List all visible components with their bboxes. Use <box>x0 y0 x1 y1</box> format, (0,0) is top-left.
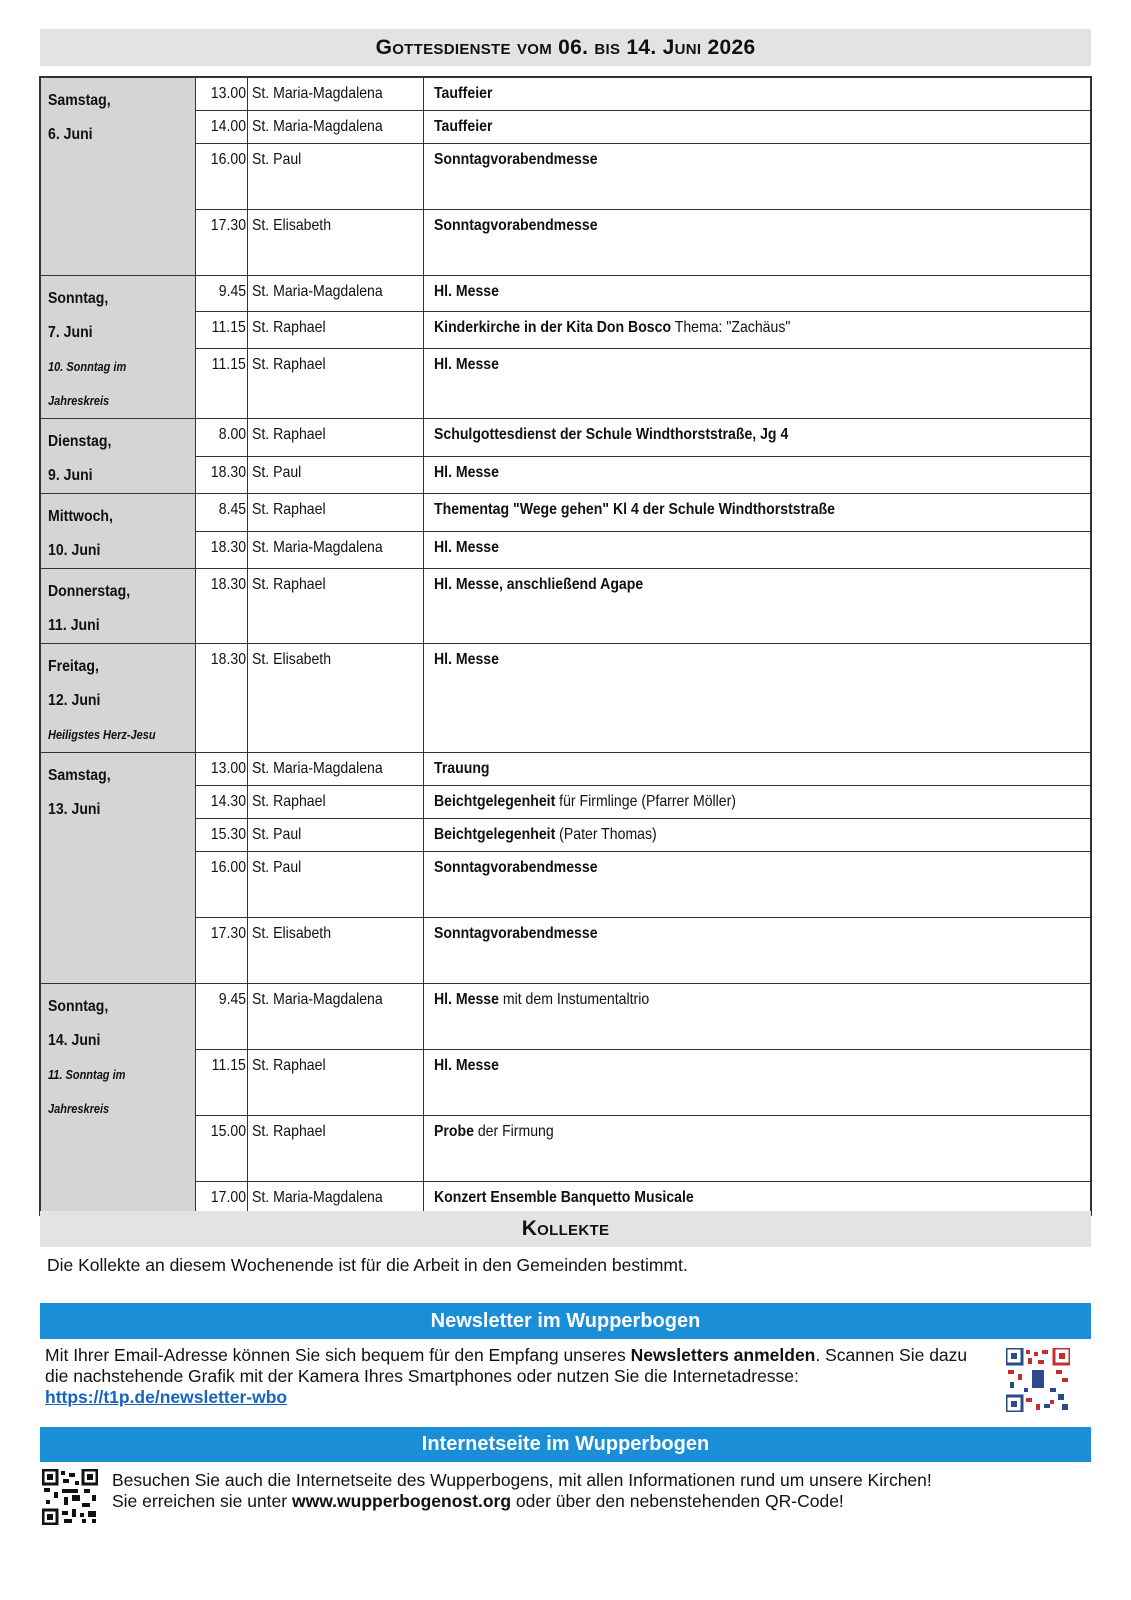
website-url[interactable]: www.wupperbogenost.org <box>291 1491 512 1511</box>
time-cell <box>196 276 248 312</box>
day-name: Donnerstag, <box>48 583 131 600</box>
description-bold: Hl. Messe <box>434 651 499 668</box>
place-cell <box>248 644 424 753</box>
place-text: St. Maria-Magdalena <box>252 991 383 1008</box>
description-cell <box>424 569 1091 644</box>
description-cell <box>424 531 1091 569</box>
description-cell <box>424 78 1091 111</box>
schedule-row <box>41 569 1091 644</box>
day-cell <box>41 753 196 984</box>
time-cell <box>196 111 248 144</box>
description-bold: Hl. Messe <box>434 991 499 1008</box>
day-name: Samstag, <box>48 92 111 109</box>
time-text: 11.15 <box>211 355 246 373</box>
place-text: St. Maria-Magdalena <box>252 85 383 102</box>
place-text: St. Paul <box>252 463 302 481</box>
day-date: 13. Juni <box>48 801 101 818</box>
day-date: 10. Juni <box>48 542 101 559</box>
place-cell <box>248 456 424 494</box>
day-cell <box>41 419 196 494</box>
time-cell <box>196 644 248 753</box>
place-cell <box>248 852 424 918</box>
place-text: St. Maria-Magdalena <box>252 283 383 300</box>
description-bold: Sonntagvorabendmesse <box>434 925 598 942</box>
time-text: 17.30 <box>210 217 246 234</box>
place-cell <box>248 348 424 418</box>
time-text: 13.00 <box>210 760 246 777</box>
description-cell <box>424 276 1091 312</box>
schedule-row <box>41 918 1091 984</box>
schedule-table <box>39 76 1092 1216</box>
time-text: 18.30 <box>210 463 246 481</box>
description-bold: Hl. Messe <box>434 1057 499 1074</box>
description-cell <box>424 753 1091 786</box>
place-text: St. Elisabeth <box>252 217 332 234</box>
newsletter-link[interactable]: https://t1p.de/newsletter-wbo <box>45 1387 288 1407</box>
place-text: St. Paul <box>252 826 302 843</box>
time-text: 16.00 <box>210 151 246 168</box>
description-cell <box>424 210 1091 276</box>
time-cell <box>196 1050 248 1116</box>
time-cell <box>196 348 248 418</box>
place-text: St. Paul <box>252 859 302 876</box>
time-text: 11.15 <box>211 1057 246 1074</box>
description-bold: Tauffeier <box>434 118 493 135</box>
place-text: St. Raphael <box>252 501 326 518</box>
day-cell <box>41 644 196 753</box>
place-text: St. Raphael <box>252 1057 326 1074</box>
time-cell <box>196 569 248 644</box>
kollekte-title-bar <box>40 1211 1091 1247</box>
schedule-row <box>41 753 1091 786</box>
place-cell <box>248 1116 424 1182</box>
description-bold: Beichtgelegenheit <box>434 793 556 810</box>
day-date: 14. Juni <box>48 1032 101 1049</box>
schedule-row <box>41 78 1091 111</box>
time-text: 15.30 <box>210 826 246 843</box>
day-name: Sonntag, <box>48 290 109 307</box>
day-cell <box>41 984 196 1215</box>
time-text: 18.30 <box>210 576 246 593</box>
description-cell <box>424 918 1091 984</box>
day-cell <box>41 494 196 569</box>
place-cell <box>248 276 424 312</box>
place-cell <box>248 1050 424 1116</box>
description-cell <box>424 348 1091 418</box>
description-bold: Sonntagvorabendmesse <box>434 217 598 234</box>
day-date: 6. Juni <box>48 126 93 143</box>
place-cell <box>248 918 424 984</box>
newsletter-text-2: . Scannen Sie dazu die nachstehende Grafik mit der Kamera Ihres Smartphones oder nutzen Sie die Internetadresse: <box>45 1345 968 1386</box>
website-title-bar <box>40 1427 1091 1462</box>
description-bold: Probe <box>434 1123 474 1140</box>
place-cell <box>248 494 424 532</box>
website-title: Internetseite im Wupperbogen <box>421 1433 710 1455</box>
time-cell <box>196 456 248 494</box>
description-cell <box>424 1050 1091 1116</box>
place-cell <box>248 569 424 644</box>
time-text: 8.45 <box>218 501 246 518</box>
day-date: 11. Juni <box>48 617 100 634</box>
schedule-row <box>41 531 1091 569</box>
time-cell <box>196 786 248 819</box>
description-bold: Beichtgelegenheit <box>434 826 556 843</box>
day-note: 11. Sonntag im Jahreskreis <box>48 1068 126 1116</box>
time-text: 17.00 <box>210 1189 246 1206</box>
description-cell <box>424 144 1091 210</box>
place-cell <box>248 786 424 819</box>
description-bold: Trauung <box>434 760 490 777</box>
time-text: 14.30 <box>210 793 246 810</box>
description-bold: Sonntagvorabendmesse <box>434 151 598 168</box>
place-text: St. Maria-Magdalena <box>252 538 383 556</box>
schedule-row <box>41 852 1091 918</box>
description-bold: Tauffeier <box>434 85 493 102</box>
description-text: für Firmlinge (Pfarrer Möller) <box>555 793 736 810</box>
time-text: 8.00 <box>218 426 246 443</box>
schedule-row <box>41 984 1091 1050</box>
place-text: St. Raphael <box>252 355 326 373</box>
time-cell <box>196 144 248 210</box>
description-bold: Hl. Messe, anschließend Agape <box>434 576 644 593</box>
time-cell <box>196 984 248 1050</box>
description-cell <box>424 419 1091 457</box>
schedule-row <box>41 644 1091 753</box>
day-note: Heiligstes Herz-Jesu <box>48 728 156 742</box>
description-cell <box>424 111 1091 144</box>
description-bold: Thementag "Wege gehen" Kl 4 der Schule Windthorststraße <box>434 501 836 518</box>
time-text: 15.00 <box>210 1123 246 1140</box>
newsletter-qr-icon <box>1006 1348 1070 1412</box>
description-bold: Hl. Messe <box>434 538 499 556</box>
place-text: St. Elisabeth <box>252 925 332 942</box>
time-text: 14.00 <box>210 118 246 135</box>
description-bold: Schulgottesdienst der Schule Windthorststraße, Jg 4 <box>434 426 789 443</box>
website-qr-icon <box>42 1469 98 1525</box>
day-cell <box>41 78 196 276</box>
schedule-row <box>41 312 1091 348</box>
time-cell <box>196 419 248 457</box>
place-text: St. Raphael <box>252 319 326 337</box>
description-text: mit dem Instumentaltrio <box>498 991 650 1008</box>
schedule-row <box>41 210 1091 276</box>
description-cell <box>424 494 1091 532</box>
schedule-row <box>41 1116 1091 1182</box>
website-line2-a: Sie erreichen sie unter <box>112 1491 292 1511</box>
description-text: der Firmung <box>473 1123 554 1140</box>
place-cell <box>248 312 424 348</box>
time-cell <box>196 531 248 569</box>
newsletter-text <box>45 1345 990 1408</box>
place-text: St. Maria-Magdalena <box>252 118 383 135</box>
description-bold: Hl. Messe <box>434 463 499 481</box>
place-text: St. Raphael <box>252 1123 326 1140</box>
place-text: St. Elisabeth <box>252 651 332 668</box>
place-cell <box>248 111 424 144</box>
place-cell <box>248 984 424 1050</box>
time-text: 9.45 <box>218 991 246 1008</box>
place-cell <box>248 819 424 852</box>
schedule-title-bar <box>40 29 1091 66</box>
newsletter-title-bar <box>40 1303 1091 1339</box>
day-name: Freitag, <box>48 658 99 675</box>
place-cell <box>248 531 424 569</box>
description-text: (Pater Thomas) <box>555 826 657 843</box>
description-bold: Hl. Messe <box>434 283 499 300</box>
time-cell <box>196 312 248 348</box>
place-text: St. Maria-Magdalena <box>252 760 383 777</box>
place-cell <box>248 144 424 210</box>
day-name: Mittwoch, <box>48 508 113 525</box>
place-cell <box>248 1182 424 1215</box>
time-cell <box>196 1116 248 1182</box>
newsletter-text-bold: Newsletters anmelden <box>630 1345 816 1365</box>
day-date: 9. Juni <box>48 467 93 484</box>
place-cell <box>248 210 424 276</box>
schedule-row <box>41 276 1091 312</box>
schedule-row <box>41 144 1091 210</box>
day-date: 12. Juni <box>48 692 101 709</box>
page-title: Gottesdienste vom 06. bis 14. Juni 2026 <box>375 35 756 59</box>
description-cell <box>424 1182 1091 1215</box>
description-cell <box>424 456 1091 494</box>
time-cell <box>196 210 248 276</box>
schedule-row <box>41 348 1091 418</box>
schedule-row <box>41 1050 1091 1116</box>
place-cell <box>248 78 424 111</box>
schedule-grid <box>40 77 1091 1215</box>
website-line2-b: oder über den nebenstehenden QR-Code! <box>511 1491 844 1511</box>
description-cell <box>424 786 1091 819</box>
time-cell <box>196 753 248 786</box>
time-text: 13.00 <box>210 85 246 102</box>
description-cell <box>424 1116 1091 1182</box>
schedule-row <box>41 786 1091 819</box>
time-text: 11.15 <box>211 319 246 337</box>
newsletter-title: Newsletter im Wupperbogen <box>430 1309 701 1332</box>
newsletter-text-1: Mit Ihrer Email-Adresse können Sie sich bequem für den Empfang unseres <box>45 1345 631 1365</box>
place-text: St. Paul <box>252 151 302 168</box>
day-cell <box>41 276 196 419</box>
description-cell <box>424 984 1091 1050</box>
time-text: 18.30 <box>210 651 246 668</box>
place-text: St. Maria-Magdalena <box>252 1189 383 1206</box>
day-name: Samstag, <box>48 767 111 784</box>
schedule-row <box>41 494 1091 532</box>
schedule-row <box>41 819 1091 852</box>
description-bold: Kinderkirche in der Kita Don Bosco <box>434 319 672 337</box>
time-cell <box>196 78 248 111</box>
time-cell <box>196 819 248 852</box>
day-name: Dienstag, <box>48 433 112 450</box>
schedule-row <box>41 111 1091 144</box>
time-cell <box>196 1182 248 1215</box>
day-note: 10. Sonntag im Jahreskreis <box>48 360 127 408</box>
description-cell <box>424 819 1091 852</box>
website-line1: Besuchen Sie auch die Internetseite des Wupperbogens, mit allen Informationen rund um unsere Kirchen! <box>112 1470 932 1490</box>
description-cell <box>424 312 1091 348</box>
day-date: 7. Juni <box>48 324 93 341</box>
day-name: Sonntag, <box>48 998 109 1015</box>
description-bold: Konzert Ensemble Banquetto Musicale <box>434 1189 694 1206</box>
place-cell <box>248 419 424 457</box>
website-text <box>112 1470 1072 1512</box>
place-text: St. Raphael <box>252 576 326 593</box>
place-cell <box>248 753 424 786</box>
time-cell <box>196 852 248 918</box>
time-text: 17.30 <box>210 925 246 942</box>
time-text: 18.30 <box>210 538 246 556</box>
description-cell <box>424 644 1091 753</box>
description-bold: Hl. Messe <box>434 355 499 373</box>
time-cell <box>196 494 248 532</box>
description-bold: Sonntagvorabendmesse <box>434 859 598 876</box>
place-text: St. Raphael <box>252 793 326 810</box>
kollekte-text: Die Kollekte an diesem Wochenende ist für die Arbeit in den Gemeinden bestimmt. <box>47 1255 688 1275</box>
description-text: Thema: "Zachäus" <box>671 319 791 337</box>
time-text: 16.00 <box>210 859 246 876</box>
description-cell <box>424 852 1091 918</box>
time-text: 9.45 <box>218 283 246 300</box>
schedule-row <box>41 1182 1091 1215</box>
schedule-row <box>41 419 1091 457</box>
kollekte-title: Kollekte <box>521 1217 610 1240</box>
time-cell <box>196 918 248 984</box>
schedule-row <box>41 456 1091 494</box>
place-text: St. Raphael <box>252 426 326 443</box>
day-cell <box>41 569 196 644</box>
